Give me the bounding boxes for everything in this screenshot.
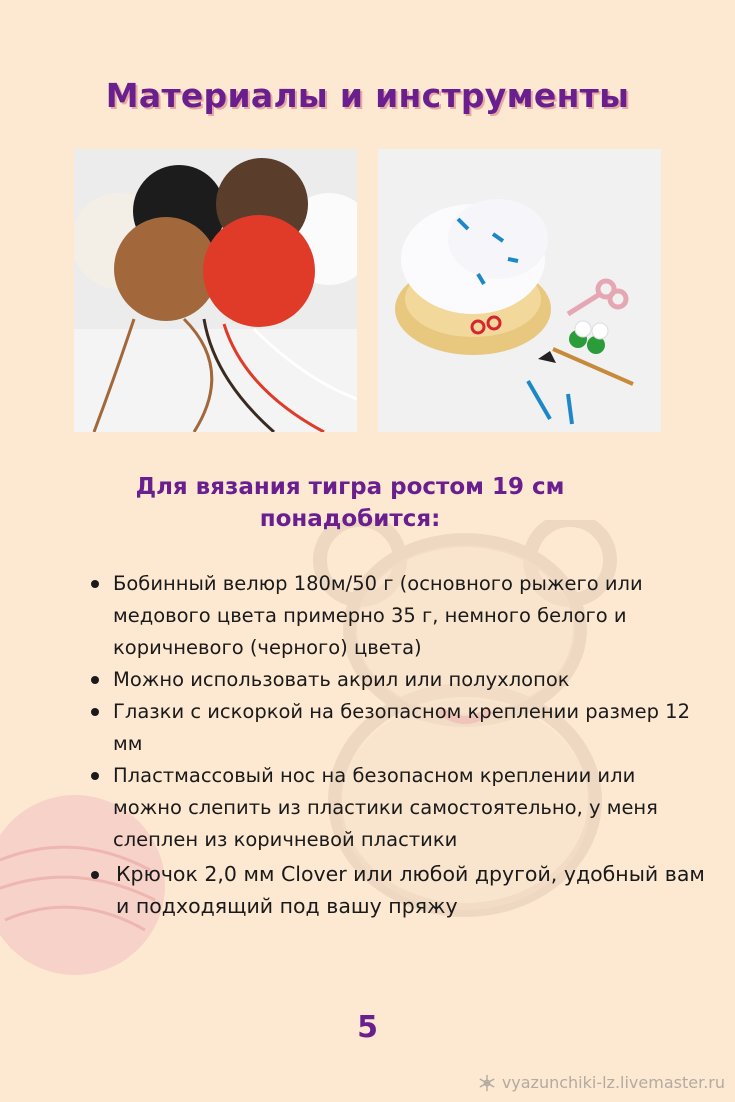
list-item: Можно использовать акрил или полухлопок: [85, 664, 705, 696]
materials-list: [85, 568, 705, 922]
footer-watermark: [478, 1073, 725, 1092]
page-title: Материалы и инструменты: [105, 76, 630, 115]
snowflake-icon: [478, 1074, 496, 1092]
list-item: Пластмассовый нос на безопасном креплении или можно слепить из пластики самостоятельно, у меня слеплен из коричневой пластики: [85, 760, 705, 856]
list-item: Бобинный велюр 180м/50 г (основного рыжего или медового цвета примерно 35 г, немного белого и коричневого (черного) цвета): [85, 568, 705, 664]
subtitle-line-1: Для вязания тигра ростом 19 см: [135, 474, 565, 500]
stuffing-and-tools-photo: [378, 149, 661, 432]
subtitle-line-2: понадобится:: [259, 506, 441, 532]
page-number: 5: [357, 1010, 378, 1045]
yarn-balls-photo: [74, 149, 357, 432]
footer-site: vyazunchiki-lz.livemaster.ru: [501, 1073, 725, 1092]
list-item: Глазки с искоркой на безопасном креплении размер 12 мм: [85, 696, 705, 760]
list-item: Крючок 2,0 мм Clover или любой другой, удобный вам и подходящий под вашу пряжу: [85, 858, 705, 922]
